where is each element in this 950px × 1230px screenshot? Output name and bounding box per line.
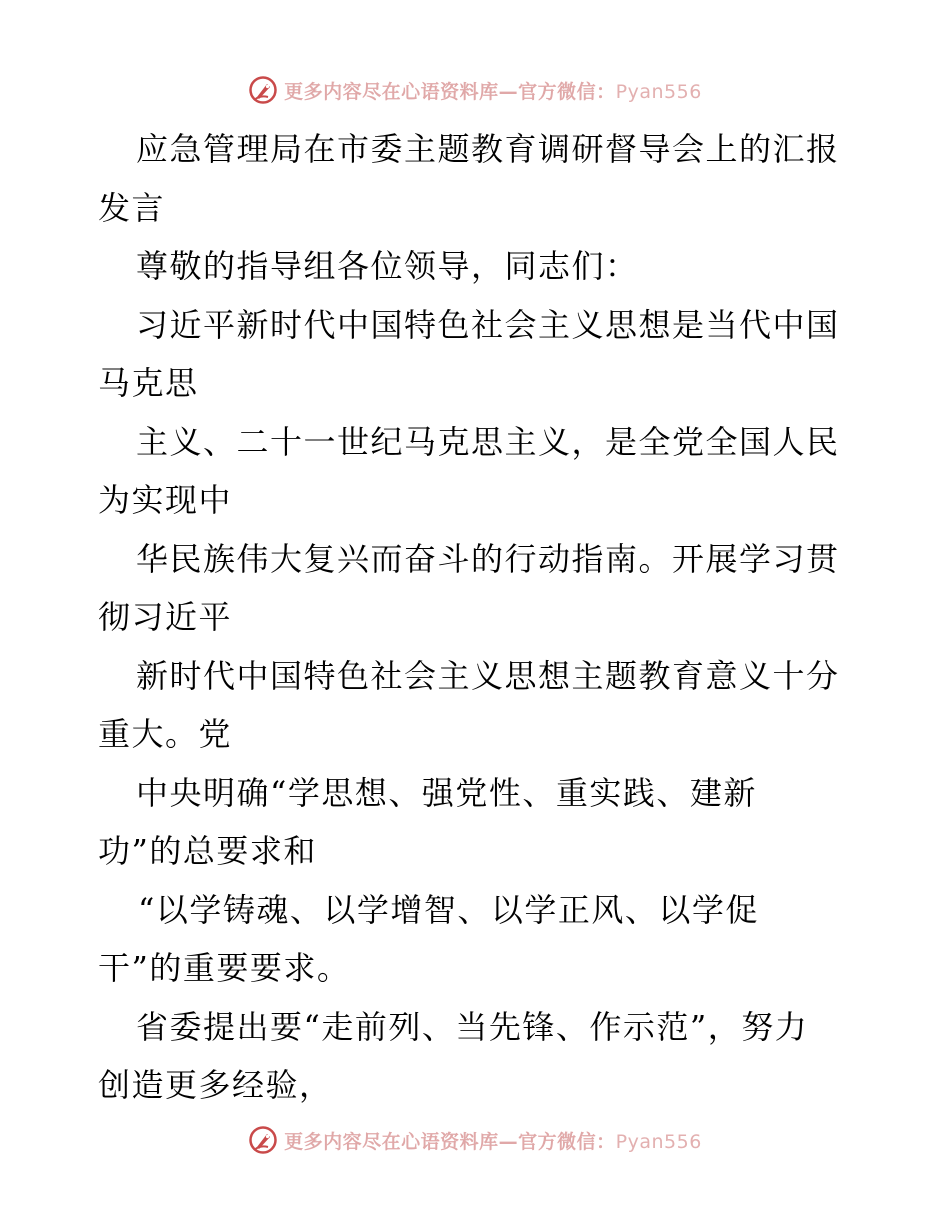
- footer-watermark: [0, 1122, 950, 1158]
- paragraph-line: 新时代中国特色社会主义思想主题教育意义十分: [136, 656, 840, 695]
- paragraph-line: 马克思: [98, 364, 199, 402]
- paragraph-line: “以学铸魂、以学增智、以学正风、以学促: [138, 890, 759, 929]
- salutation: 尊敬的指导组各位领导，同志们：: [136, 247, 639, 285]
- paragraph-line: 为实现中: [98, 481, 233, 519]
- header-watermark: [0, 72, 950, 108]
- paragraph-line: 习近平新时代中国特色社会主义思想是当代中国: [136, 305, 840, 344]
- paragraph-line: 功”的总要求和: [98, 832, 317, 870]
- paragraph-line: 中央明确“学思想、强党性、重实践、建新: [136, 773, 757, 812]
- pen-nib-logo-icon: [248, 1125, 278, 1155]
- paragraph-line: 干”的重要要求。: [98, 949, 351, 987]
- document-title-line-2: 发言: [98, 188, 166, 227]
- paragraph-line: 省委提出要“走前列、当先锋、作示范”，努力: [136, 1007, 809, 1046]
- paragraph-line: 主义、二十一世纪马克思主义，是全党全国人民: [136, 422, 840, 461]
- paragraph-line: 彻习近平: [98, 598, 233, 636]
- watermark-text: 更多内容尽在心语资料库—官方微信：Pyan556: [284, 80, 702, 103]
- paragraph-line: 重大。党: [98, 715, 233, 753]
- watermark-text: 更多内容尽在心语资料库—官方微信：Pyan556: [284, 1130, 702, 1153]
- pen-nib-logo-icon: [248, 75, 278, 105]
- paragraph-line: 华民族伟大复兴而奋斗的行动指南。开展学习贯: [136, 539, 840, 578]
- paragraph-line: 创造更多经验，: [98, 1066, 333, 1104]
- document-title-line-1: 应急管理局在市委主题教育调研督导会上的汇报: [136, 130, 840, 168]
- document-body: [98, 120, 858, 1115]
